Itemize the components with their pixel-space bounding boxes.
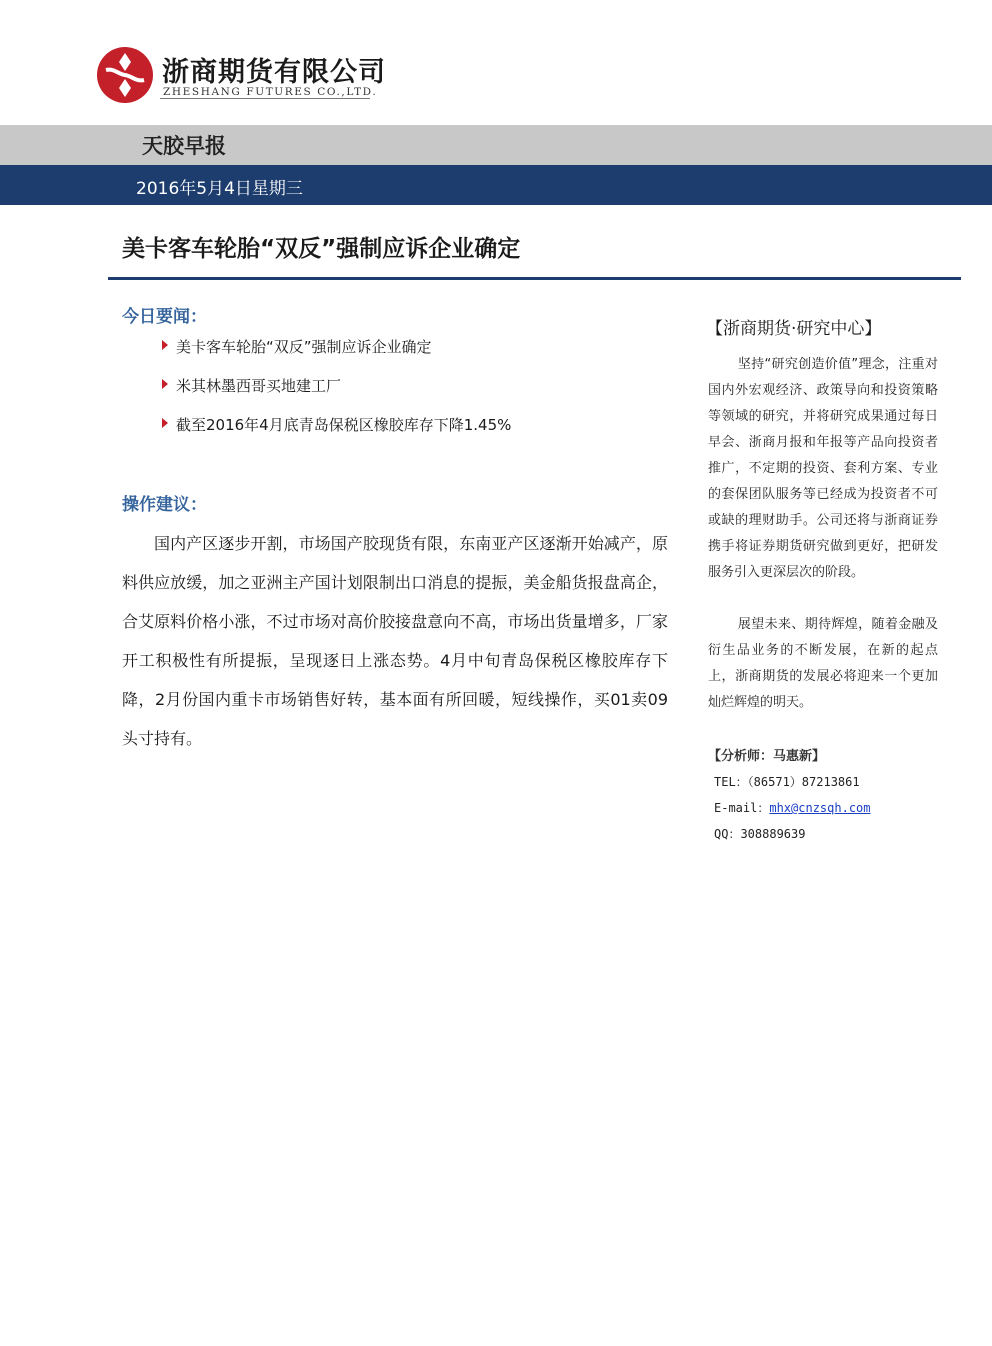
analyst-tel: TEL：（86571）87213861 bbox=[714, 775, 860, 789]
headline-rule bbox=[108, 277, 961, 280]
analyst-email-row bbox=[714, 799, 871, 816]
company-name-cn: 浙商期货有限公司 bbox=[162, 57, 386, 88]
email-link[interactable]: mhx@cnzsqh.com bbox=[769, 801, 871, 815]
bullet-icon bbox=[162, 340, 168, 350]
sidebar-paragraph-2: 展望未来、期待辉煌，随着金融及衍生品业务的不断发展，在新的起点上，浙商期货的发展必将迎来一个更加灿烂辉煌的明天。 bbox=[708, 617, 938, 710]
sidebar-paragraph-1: 坚持“研究创造价值”理念，注重对国内外宏观经济、政策导向和投资策略等领域的研究，并将研究成果通过每日早会、浙商月报和年报等产品向投资者推广，不定期的投资、套利方案、专业的套保团队服务等已经成为投资者不可或缺的理财助手。公司还将与浙商证券携手将证券期货研究做到更好，把研发服务引入更深层次的阶段。 bbox=[708, 357, 938, 580]
sidebar-title: 【浙商期货·研究中心】 bbox=[706, 319, 882, 339]
company-name-underline bbox=[160, 98, 370, 99]
bullet-icon bbox=[162, 379, 168, 389]
report-date: 2016年5月4日星期三 bbox=[136, 179, 303, 199]
report-name: 天胶早报 bbox=[142, 134, 226, 158]
zheshang-logo-icon bbox=[96, 46, 154, 104]
analyst-qq: QQ：308889639 bbox=[714, 827, 806, 841]
headline: 美卡客车轮胎“双反”强制应诉企业确定 bbox=[122, 236, 521, 262]
analyst-title: 【分析师：马惠新】 bbox=[708, 749, 826, 764]
email-label: E-mail： bbox=[714, 801, 770, 815]
news-item-text: 截至2016年4月底青岛保税区橡胶库存下降1.45% bbox=[176, 416, 512, 434]
news-list bbox=[162, 336, 511, 453]
advice-section-title: 操作建议： bbox=[122, 495, 207, 515]
news-item bbox=[162, 375, 511, 414]
news-section-title: 今日要闻： bbox=[122, 307, 207, 327]
bullet-icon bbox=[162, 418, 168, 428]
advice-paragraph: 国内产区逐步开割，市场国产胶现货有限，东南亚产区逐渐开始减产，原料供应放缓，加之亚洲主产国计划限制出口消息的提振，美金船货报盘高企，合艾原料价格小涨，不过市场对高价胶接盘意向不高，市场出货量增多，厂家开工积极性有所提振，呈现逐日上涨态势。4月中旬青岛保税区橡胶库存下降，2月份国内重卡市场销售好转，基本面有所回暖，短线操作，买01卖09头寸持有。 bbox=[122, 534, 668, 748]
news-item-text: 米其林墨西哥买地建工厂 bbox=[176, 377, 342, 395]
news-item-text: 美卡客车轮胎“双反”强制应诉企业确定 bbox=[176, 338, 432, 356]
news-item bbox=[162, 336, 511, 375]
news-item bbox=[162, 414, 511, 453]
company-name-en: ZHESHANG FUTURES CO.,LTD. bbox=[163, 86, 378, 98]
